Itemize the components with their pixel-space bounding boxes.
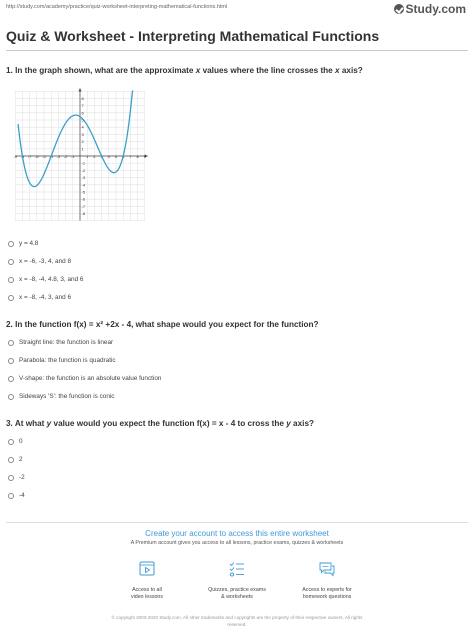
radio-icon[interactable] bbox=[8, 457, 14, 463]
x-tick-label: 3 bbox=[100, 154, 103, 160]
radio-icon[interactable] bbox=[8, 358, 14, 364]
radio-icon[interactable] bbox=[8, 340, 14, 346]
y-tick-label: 2 bbox=[81, 139, 84, 145]
q2-option-1[interactable] bbox=[8, 339, 113, 346]
y-tick-label: 6 bbox=[81, 110, 84, 116]
option-label: Straight line: the function is linear bbox=[19, 339, 114, 346]
question-1-text: In the graph shown, what are the approximate x values where the line crosses the x axis? bbox=[15, 66, 363, 75]
y-tick-label: 1 bbox=[81, 146, 84, 152]
video-icon bbox=[138, 560, 156, 578]
page-url: http://study.com/academy/practice/quiz-worksheet-interpreting-mathematical-functions.html bbox=[6, 4, 228, 10]
q3-option-4[interactable] bbox=[8, 492, 25, 499]
logo-text: Study.com bbox=[405, 2, 466, 16]
x-tick-label: -5 bbox=[42, 154, 46, 160]
option-label: Sideways 'S': the function is conic bbox=[19, 393, 115, 400]
option-label: 2 bbox=[19, 456, 23, 463]
study-logo[interactable] bbox=[394, 2, 466, 16]
radio-icon[interactable] bbox=[8, 439, 14, 445]
question-3-text: At what y value would you expect the function f(x) = x - 4 to cross the y axis? bbox=[14, 419, 314, 428]
feature-quizzes bbox=[197, 560, 277, 601]
option-label: x = -8, -4, 4.8, 3, and 6 bbox=[19, 276, 84, 283]
copyright-footer: © copyright 2003-2020 Study.com. All other trademarks and copyrights are the property of their respective owners. All rights reserved. bbox=[111, 615, 363, 627]
q1-option-4[interactable] bbox=[8, 294, 71, 301]
function-graph bbox=[14, 84, 154, 234]
q1-option-3[interactable] bbox=[8, 276, 83, 283]
question-2-text: In the function f(x) = x² +2x - 4, what shape would you expect for the function? bbox=[15, 320, 319, 329]
top-bar bbox=[0, 0, 474, 16]
option-label: Parabola: the function is quadratic bbox=[19, 357, 116, 364]
radio-icon[interactable] bbox=[8, 394, 14, 400]
checkmark-icon bbox=[394, 4, 404, 14]
question-2 bbox=[6, 320, 319, 329]
x-tick-label: 9 bbox=[143, 154, 146, 160]
x-tick-label: 1 bbox=[86, 154, 89, 160]
x-tick-label: -1 bbox=[71, 154, 75, 160]
x-tick-label: -2 bbox=[63, 154, 68, 160]
option-label: x = -6, -3, 4, and 8 bbox=[19, 258, 72, 265]
x-tick-label: 6 bbox=[122, 154, 125, 160]
y-axis-arrow bbox=[78, 88, 81, 91]
q3-option-1[interactable] bbox=[8, 438, 23, 445]
option-label: 0 bbox=[19, 438, 23, 445]
x-tick-label: 5 bbox=[114, 154, 118, 160]
x-tick-label: -7 bbox=[27, 154, 32, 160]
radio-icon[interactable] bbox=[8, 475, 14, 481]
chat-icon bbox=[318, 560, 336, 578]
cta-title[interactable]: Create your account to access this entire worksheet bbox=[145, 529, 329, 538]
title-divider bbox=[6, 50, 468, 51]
x-tick-label: 7 bbox=[129, 154, 132, 160]
x-tick-label: -4 bbox=[49, 154, 53, 160]
option-label: x = -8, -4, 3, and 6 bbox=[19, 294, 72, 301]
x-tick-label: -6 bbox=[35, 154, 39, 160]
x-tick-label: -9 bbox=[13, 154, 17, 160]
x-tick-label: 4 bbox=[107, 154, 110, 160]
question-1-number: 1. bbox=[6, 66, 13, 75]
y-tick-label: -2 bbox=[81, 167, 86, 173]
y-tick-label: -5 bbox=[81, 189, 86, 195]
feature-label: Access to experts for homework questions bbox=[302, 587, 352, 600]
y-tick-label: -8 bbox=[81, 211, 86, 217]
radio-icon[interactable] bbox=[8, 295, 14, 301]
feature-video-lessons bbox=[107, 560, 187, 601]
option-label: y = 4.8 bbox=[19, 240, 39, 247]
y-tick-label: -3 bbox=[81, 175, 86, 181]
q2-option-4[interactable] bbox=[8, 393, 115, 400]
option-label: V-shape: the function is an absolute value function bbox=[19, 375, 162, 382]
y-tick-label: -7 bbox=[81, 203, 86, 209]
radio-icon[interactable] bbox=[8, 376, 14, 382]
question-2-number: 2. bbox=[6, 320, 13, 329]
q2-option-2[interactable] bbox=[8, 357, 116, 364]
q3-option-2[interactable] bbox=[8, 456, 23, 463]
y-tick-label: -4 bbox=[81, 182, 86, 188]
x-tick-label: 8 bbox=[136, 154, 139, 160]
radio-icon[interactable] bbox=[8, 277, 14, 283]
q1-option-2[interactable] bbox=[8, 258, 71, 265]
q1-option-1[interactable] bbox=[8, 240, 38, 247]
x-tick-label: 2 bbox=[93, 154, 96, 160]
question-3-number: 3. bbox=[6, 419, 13, 428]
radio-icon[interactable] bbox=[8, 493, 14, 499]
q2-option-3[interactable] bbox=[8, 375, 161, 382]
x-tick-label: -8 bbox=[20, 154, 25, 160]
cta-subtitle: A Premium account gives you access to all lessons, practice exams, quizzes & worksheets bbox=[130, 540, 344, 546]
radio-icon[interactable] bbox=[8, 241, 14, 247]
option-label: -2 bbox=[19, 474, 25, 481]
question-3 bbox=[6, 419, 314, 428]
y-tick-label: 8 bbox=[81, 95, 84, 101]
y-tick-label: -1 bbox=[81, 160, 86, 166]
q3-option-3[interactable] bbox=[8, 474, 25, 481]
radio-icon[interactable] bbox=[8, 259, 14, 265]
checklist-icon bbox=[228, 560, 246, 578]
feature-experts bbox=[287, 560, 367, 601]
page-title: Quiz & Worksheet - Interpreting Mathematical Functions bbox=[6, 28, 380, 44]
question-1 bbox=[6, 66, 363, 75]
option-label: -4 bbox=[19, 492, 25, 499]
y-tick-label: -6 bbox=[81, 196, 86, 202]
feature-label: Quizzes, practice exams & worksheets bbox=[208, 587, 266, 600]
x-tick-label: -3 bbox=[56, 154, 61, 160]
y-tick-label: 4 bbox=[81, 124, 84, 130]
y-tick-label: 3 bbox=[81, 131, 84, 137]
feature-label: Access to all video lessons bbox=[130, 587, 164, 600]
y-tick-label: 5 bbox=[81, 117, 84, 123]
y-tick-label: 7 bbox=[81, 103, 84, 109]
